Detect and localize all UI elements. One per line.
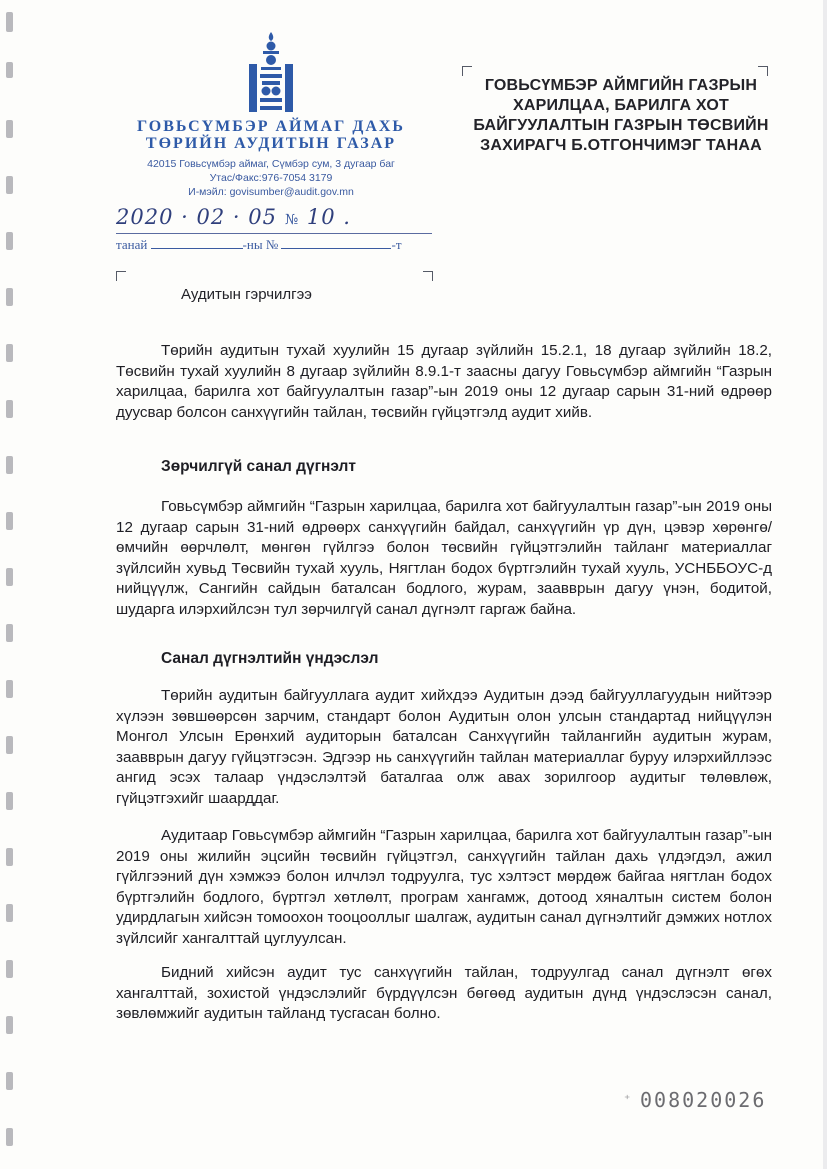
serial-number: 008020026 — [640, 1088, 767, 1112]
heading-unqualified-opinion: Зөрчилгүй санал дүгнэлт — [161, 458, 356, 475]
recipient-line1: ГОВЬСҮМБЭР АЙМГИЙН ГАЗРЫН — [484, 77, 758, 94]
conclusion-text: Бидний хийсэн аудит тус санхүүгийн тайлан, тодруулгад санал дүгнэлт өгөх хангалттай, зохистой үндэслэлийг бүрдүүлсэн бөгөөд аудитын дүнд үндэслэсэн санал, зөвлөмжийг аудитын тайланд тусгасан болно. — [116, 964, 772, 1022]
subject-line: Аудитын гэрчилгээ — [181, 286, 312, 303]
recipient-line3: БАЙГУУЛАЛТЫН ГАЗРЫН ТӨСВИЙН — [473, 117, 769, 134]
scope-paragraph — [116, 826, 772, 949]
form-tanai: танай — [116, 237, 148, 252]
recipient-address — [470, 76, 772, 156]
organization-name-line2: ТӨРИЙН АУДИТЫН ГАЗАР — [145, 135, 397, 152]
email: И-мэйл: govisumber@audit.gov.mn — [188, 186, 354, 198]
scope-text: Аудитаар Говьсүмбэр аймгийн “Газрын харилцаа, барилга хот байгуулалтын газар”-ын 2019 оны жилийн эцсийн төсвийн гүйцэтгэл, санхүүгийн тайлан дахь үлдэгдэл, ажил гүйлгээний дүн хэмжээ болон илчлэл тодруулга, тус хэлтэст мөрдөж байгаа нягтлан бодох бүртгэлийн бодлого, бүртгэл хөтлөлт, програм хангамж, дотоод хяналтын систем болон удирдлагын хийсэн томоохон тооцооллыг шалгаж, аудитын санал дүгнэлтийг дэмжих нотлох зүйлсийг хангалттай цуглуулсан. — [116, 827, 772, 947]
handwritten-number: 10 . — [306, 205, 351, 229]
page-edge — [823, 0, 827, 1169]
handwritten-date: 2020 · 02 · 05 — [116, 205, 277, 229]
subject-bracket-left — [116, 271, 126, 281]
recipient-bracket-right — [758, 66, 768, 76]
subject-bracket-right — [423, 271, 433, 281]
opinion-paragraph — [116, 497, 772, 620]
organization-name — [110, 118, 432, 152]
reference-date-number — [116, 205, 432, 234]
address: 42015 Говьсүмбэр аймаг, Сүмбэр сум, 3 дугаар баг — [147, 158, 395, 170]
form-ny-no: -ны № — [242, 237, 279, 252]
reference-form — [116, 236, 432, 253]
number-label: № — [284, 212, 300, 228]
recipient-line2: ХАРИЛЦАА, БАРИЛГА ХОТ — [513, 97, 729, 114]
intro-text: Төрийн аудитын тухай хуулийн 15 дугаар зүйлийн 15.2.1, 18 дугаар зүйлийн 18.2, Төсвийн тухай хуулийн 8 дугаар зүйлийн 8.9.1-т заасны дагуу Говьсүмбэр аймгийн “Газрын харилцаа, барилга хот байгуулалтын газар”-ын 2019 оны 12 дугаар сарын 31-ний өдрөөр дуусвар болсон санхүүгийн тайлан, төсвийн гүйцэтгэлд аудит хийв. — [116, 342, 772, 421]
conclusion-paragraph — [116, 963, 772, 1025]
organization-name-line1: ГОВЬСҮМБЭР АЙМАГ ДАХЬ — [136, 118, 406, 135]
organization-contact — [110, 157, 432, 199]
basis-text: Төрийн аудитын байгууллага аудит хийхдээ Аудитын дээд байгууллагуудын нийтээр хүлээн зөвшөөрсөн зарчим, стандарт болон Аудитын олон улсын стандартад нийцүүлэн Монгол Улсын Ерөнхий аудиторын баталсан Санхүүгийн тайлангийн аудитын журам, заавврын дагуу гүйцэтгэсэн. Эдгээр нь санхүүгийн тайлан материаллаг буруу илэрхийллээс ангид эсэх талаар үндэслэлтэй баталгаа олж авах зорилгоор аудитыг төлөвлөж, гүйцэтгэхийг шаарддаг. — [116, 687, 772, 807]
phone: Утас/Факс:976-7054 3179 — [209, 172, 333, 184]
heading-basis-for-opinion: Санал дүгнэлтийн үндэслэл — [161, 650, 379, 667]
intro-paragraph — [116, 341, 772, 423]
basis-paragraph — [116, 686, 772, 809]
recipient-bracket-left — [462, 66, 472, 76]
form-t: -т — [391, 237, 402, 252]
recipient-line4: ЗАХИРАГЧ Б.ОТГОНЧИМЭГ ТАНАА — [480, 137, 762, 154]
soyombo-emblem-icon — [246, 30, 296, 116]
opinion-text: Говьсүмбэр аймгийн “Газрын харилцаа, барилга хот байгуулалтын газар”-ын 2019 оны 12 дугаар сарын 31-ний өдрөөрх санхүүгийн байдал, санхүүгийн үр дүн, цэвэр хөрөнгө/өмчийн өөрчлөлт, мөнгөн гүйлгээ болон төсвийн гүйцэтгэлийн тайланг материаллаг зүйлсийн хувьд Төсвийн тухай хууль, Нягтлан бодох бүртгэлийн тухай хууль, УСНББОУС-д нийцүүлж, Сангийн сайдын баталсан бодлого, журам, заавврын дагуу үнэн, бодитой, шударга илэрхийлсэн тул зөрчилгүй санал дүгнэлт гаргаж байна. — [116, 498, 772, 618]
serial-mark: ⁺ — [624, 1092, 631, 1106]
